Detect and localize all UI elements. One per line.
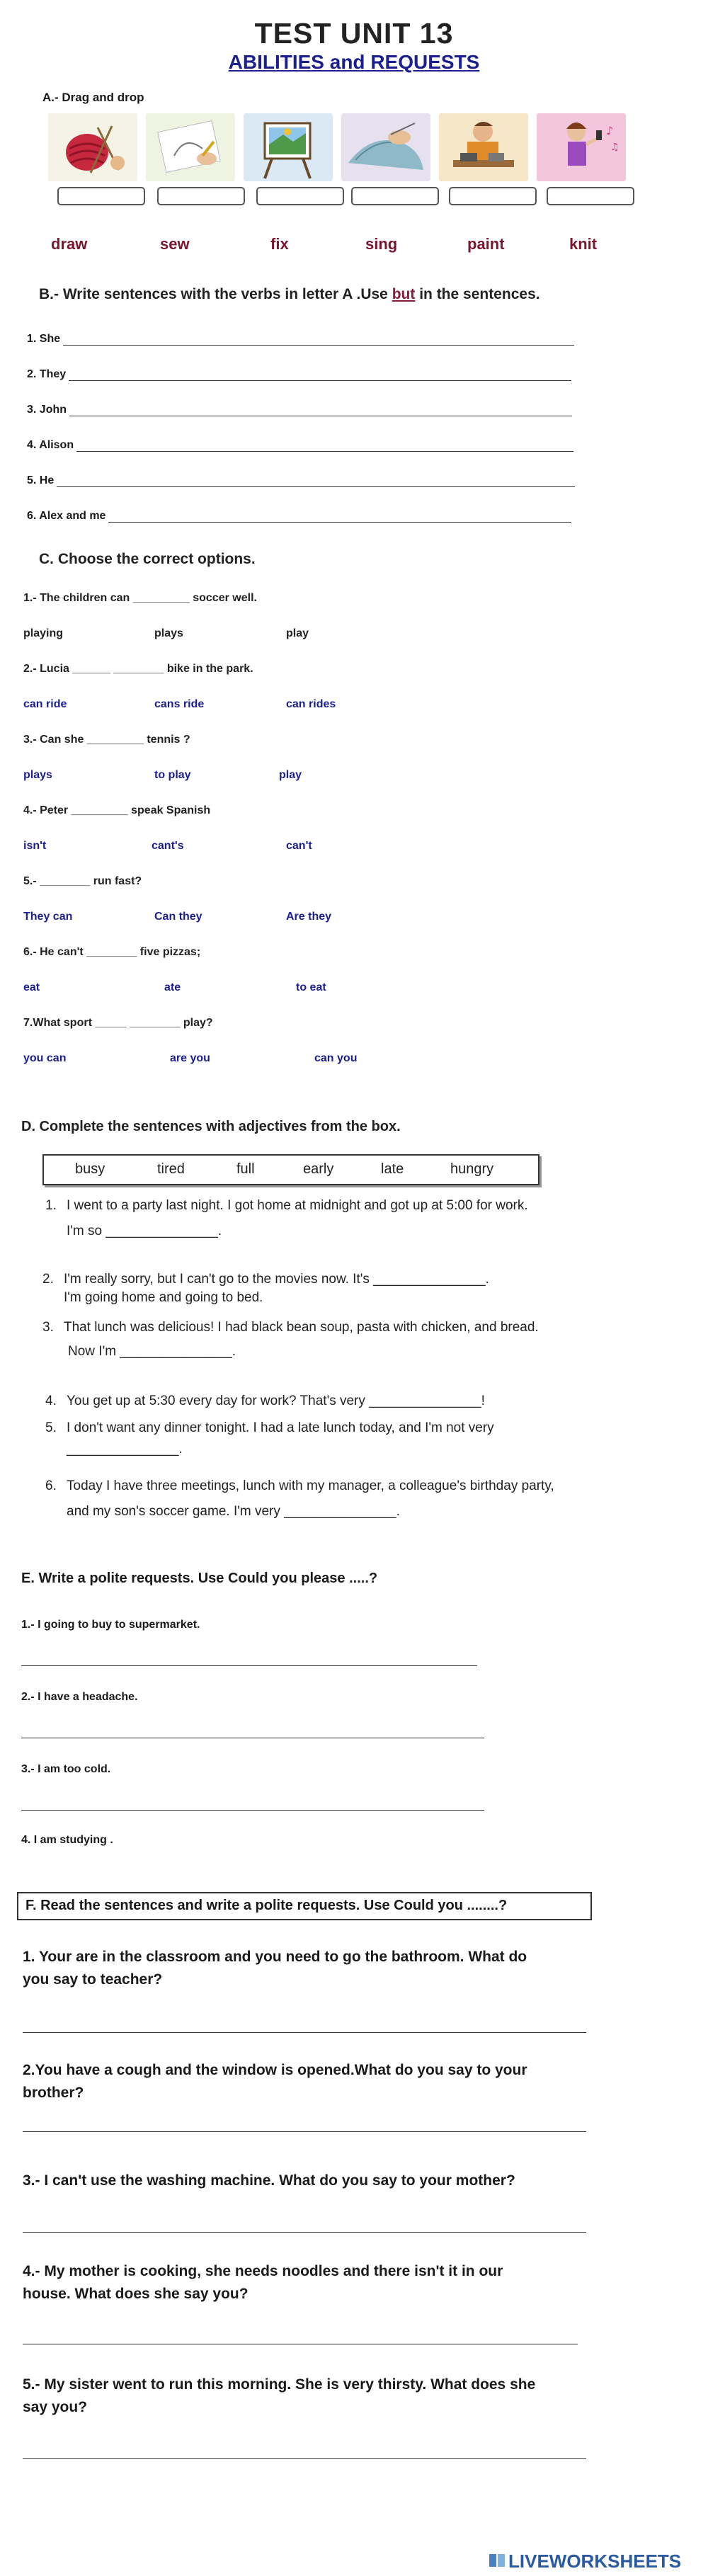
- e-item-3: 3.- I am too cold.: [21, 1763, 111, 1775]
- f-item-2: [23, 2059, 610, 2104]
- d-item-number: 4.: [45, 1394, 57, 1408]
- c-option[interactable]: ate: [164, 981, 181, 993]
- f-answer-line-2[interactable]: [23, 2131, 586, 2132]
- c-option[interactable]: Can they: [154, 911, 202, 923]
- e-item-2: 2.- I have a headache.: [21, 1691, 138, 1703]
- d-item-line[interactable]: You get up at 5:30 every day for work? That's very _______________!: [67, 1394, 485, 1408]
- c-question-6: 6.- He can't ________ five pizzas;: [23, 946, 201, 958]
- c-option[interactable]: cans ride: [154, 698, 205, 710]
- e-item-1: 1.- I going to buy to supermarket.: [21, 1619, 200, 1631]
- c-option[interactable]: playing: [23, 627, 64, 639]
- c-option[interactable]: cant's: [152, 840, 184, 852]
- c-option[interactable]: can't: [286, 840, 312, 852]
- c-option[interactable]: play: [286, 627, 309, 639]
- d-item-6: [67, 1477, 554, 1521]
- f-answer-line-1[interactable]: [23, 2032, 586, 2033]
- section-c-heading: C. Choose the correct options.: [39, 551, 256, 567]
- f-item-line: brother?: [23, 2085, 84, 2101]
- f-item-line: 4.- My mother is cooking, she needs noodles and there isn't it in our: [23, 2263, 503, 2279]
- d-item-4: [67, 1392, 485, 1410]
- sew-icon[interactable]: [341, 113, 430, 181]
- e-answer-line-1[interactable]: [21, 1665, 477, 1666]
- word-full: full: [236, 1161, 255, 1177]
- d-item-line: I'm going home and going to bed.: [64, 1290, 263, 1305]
- e-item-4: 4. I am studying .: [21, 1834, 113, 1846]
- d-item-line[interactable]: I'm so _______________.: [67, 1224, 222, 1238]
- b-answer-line[interactable]: [63, 335, 574, 346]
- f-answer-line-3[interactable]: [23, 2232, 586, 2233]
- c-option[interactable]: They can: [23, 911, 73, 923]
- section-d-heading: D. Complete the sentences with adjectives from the box.: [21, 1119, 401, 1134]
- svg-text:♫: ♫: [610, 142, 620, 153]
- c-question-5: 5.- ________ run fast?: [23, 875, 142, 887]
- b-item-label: 2. They: [27, 368, 67, 380]
- b-item-4: [27, 439, 573, 452]
- section-f-heading: F. Read the sentences and write a polite requests. Use Could you ........?: [25, 1898, 508, 1913]
- d-item-line: Today I have three meetings, lunch with my manager, a colleague's birthday party,: [67, 1478, 554, 1493]
- c-option[interactable]: Are they: [286, 911, 332, 923]
- c-question-2: 2.- Lucia ______ ________ bike in the park.: [23, 663, 253, 675]
- b-item-label: 1. She: [27, 333, 61, 345]
- section-b-heading-end: in the sentences.: [415, 286, 540, 302]
- c-option[interactable]: can ride: [23, 698, 67, 710]
- d-item-number: 1.: [45, 1198, 57, 1213]
- d-item-1: [67, 1197, 528, 1241]
- b-answer-line[interactable]: [57, 477, 575, 487]
- f-answer-line-5[interactable]: [23, 2458, 586, 2459]
- verb-draw[interactable]: draw: [51, 235, 88, 253]
- d-item-number: 3.: [42, 1320, 54, 1335]
- c-option[interactable]: plays: [154, 627, 183, 639]
- c-option[interactable]: you can: [23, 1052, 67, 1064]
- verb-sew[interactable]: sew: [160, 235, 190, 253]
- c-option[interactable]: can you: [314, 1052, 358, 1064]
- paint-icon[interactable]: [244, 113, 333, 181]
- c-option[interactable]: can rides: [286, 698, 336, 710]
- d-item-line[interactable]: and my son's soccer game. I'm very _______________.: [67, 1504, 400, 1519]
- f-item-line: say you?: [23, 2399, 88, 2415]
- f-item-4: [23, 2260, 610, 2306]
- drop-box-1[interactable]: [57, 187, 145, 205]
- f-item-line: 5.- My sister went to run this morning. She is very thirsty. What does she: [23, 2376, 536, 2393]
- d-item-line: That lunch was delicious! I had black bean soup, pasta with chicken, and bread.: [64, 1320, 539, 1335]
- drop-box-2[interactable]: [157, 187, 245, 205]
- b-item-1: [27, 333, 574, 346]
- b-item-2: [27, 368, 571, 381]
- knit-icon[interactable]: [48, 113, 137, 181]
- c-option[interactable]: plays: [23, 769, 52, 781]
- section-e-heading: E. Write a polite requests. Use Could you please .....?: [21, 1571, 378, 1586]
- f-item-line: 2.You have a cough and the window is opened.What do you say to your: [23, 2062, 527, 2078]
- b-item-label: 6. Alex and me: [27, 510, 106, 522]
- sing-icon[interactable]: [537, 113, 626, 181]
- c-option[interactable]: play: [279, 769, 302, 781]
- f-item-3: [23, 2170, 610, 2192]
- c-question-4: 4.- Peter _________ speak Spanish: [23, 804, 211, 816]
- d-item-5: [67, 1419, 494, 1459]
- drop-box-5[interactable]: [449, 187, 537, 205]
- f-item-line: you say to teacher?: [23, 1971, 163, 1988]
- word-tired: tired: [157, 1161, 185, 1177]
- b-item-label: 5. He: [27, 474, 55, 486]
- verb-fix[interactable]: fix: [270, 235, 289, 253]
- d-item-number: 5.: [45, 1420, 57, 1435]
- b-answer-line[interactable]: [69, 370, 571, 381]
- c-option[interactable]: are you: [170, 1052, 210, 1064]
- d-item-line: I don't want any dinner tonight. I had a late lunch today, and I'm not very: [67, 1420, 494, 1435]
- d-item-line[interactable]: Now I'm _______________.: [68, 1344, 236, 1359]
- d-item-line[interactable]: I'm really sorry, but I can't go to the movies now. It's _______________.: [64, 1272, 489, 1287]
- draw-icon[interactable]: [146, 113, 235, 181]
- drop-box-6[interactable]: [547, 187, 634, 205]
- verb-sing[interactable]: sing: [365, 235, 398, 253]
- c-option[interactable]: to eat: [296, 981, 326, 993]
- word-busy: busy: [75, 1161, 105, 1177]
- verb-paint[interactable]: paint: [467, 235, 505, 253]
- f-item-line: house. What does she say you?: [23, 2286, 249, 2302]
- b-answer-line[interactable]: [108, 512, 571, 523]
- section-b-heading: [39, 286, 540, 303]
- f-item-line: 1. Your are in the classroom and you need to go the bathroom. What do: [23, 1949, 527, 1965]
- liveworksheets-logo-icon: [489, 2552, 506, 2569]
- c-question-7: 7.What sport _____ ________ play?: [23, 1017, 213, 1029]
- d-item-number: 2.: [42, 1272, 54, 1287]
- b-answer-line[interactable]: [69, 406, 572, 416]
- d-item-number: 6.: [45, 1478, 57, 1493]
- c-option[interactable]: eat: [23, 981, 40, 993]
- word-hungry: hungry: [450, 1161, 494, 1177]
- svg-text:♪: ♪: [606, 124, 614, 137]
- b-item-6: [27, 510, 571, 523]
- d-item-2: [64, 1270, 489, 1307]
- page-title: TEST UNIT 13: [254, 17, 454, 50]
- f-item-5: [23, 2373, 610, 2419]
- d-item-3: [64, 1318, 539, 1361]
- c-option[interactable]: isn't: [23, 840, 47, 852]
- word-early: early: [303, 1161, 334, 1177]
- footer-brand[interactable]: LIVEWORKSHEETS: [508, 2551, 682, 2572]
- section-b-heading-but: but: [392, 286, 416, 302]
- f-item-1: [23, 1946, 610, 1991]
- word-late: late: [381, 1161, 404, 1177]
- c-option[interactable]: to play: [154, 769, 191, 781]
- fix-icon[interactable]: [439, 113, 528, 181]
- c-question-1: 1.- The children can _________ soccer well.: [23, 592, 257, 604]
- c-question-3: 3.- Can she _________ tennis ?: [23, 734, 190, 746]
- b-item-label: 3. John: [27, 404, 67, 416]
- b-answer-line[interactable]: [76, 441, 573, 452]
- section-b-heading-text: B.- Write sentences with the verbs in letter A .Use: [39, 286, 392, 302]
- b-item-5: [27, 474, 575, 487]
- f-item-line: 3.- I can't use the washing machine. What do you say to your mother?: [23, 2172, 515, 2189]
- b-item-3: [27, 404, 572, 416]
- page-subtitle: ABILITIES and REQUESTS: [228, 51, 480, 73]
- d-item-line[interactable]: _______________.: [67, 1442, 183, 1457]
- verb-knit[interactable]: knit: [569, 235, 598, 253]
- d-item-line: I went to a party last night. I got home at midnight and got up at 5:00 for work.: [67, 1198, 528, 1213]
- b-item-label: 4. Alison: [27, 439, 74, 451]
- e-answer-line-3[interactable]: [21, 1810, 484, 1811]
- drop-box-4[interactable]: [351, 187, 439, 205]
- section-a-heading: A.- Drag and drop: [42, 91, 144, 104]
- drop-box-3[interactable]: [256, 187, 344, 205]
